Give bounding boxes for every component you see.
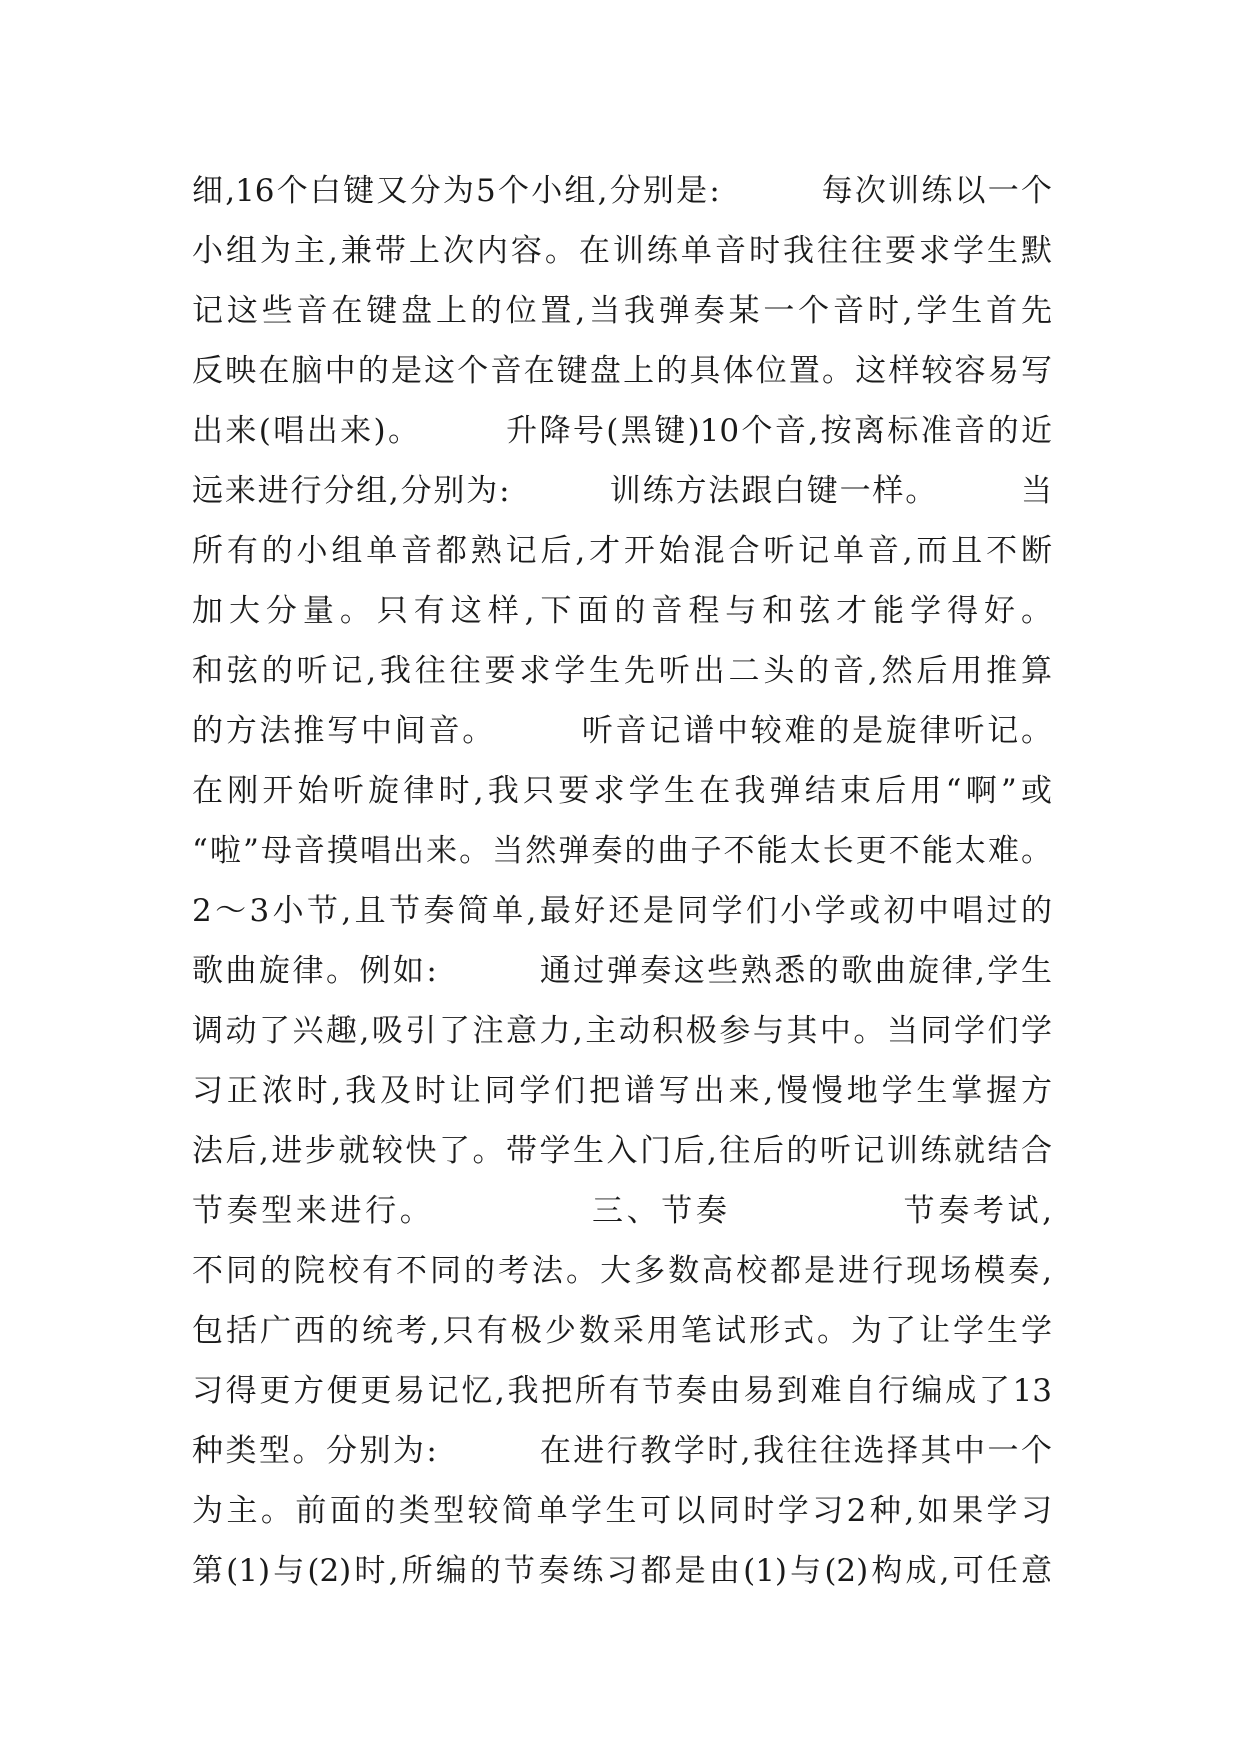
- text-line-11: 在刚开始听旋律时,我只要求学生在我弹结束后用“啊”或: [192, 773, 1052, 809]
- text-line-9: 和弦的听记,我往往要求学生先听出二头的音,然后用推算: [192, 653, 1052, 689]
- text-line-4: 反映在脑中的是这个音在键盘上的具体位置。这样较容易写: [192, 353, 1052, 389]
- text-line-16: 习正浓时,我及时让同学们把谱写出来,慢慢地学生掌握方: [192, 1073, 1052, 1109]
- text-line-17: 法后,进步就较快了。带学生入门后,往后的听记训练就结合: [192, 1133, 1052, 1169]
- body-text: [192, 161, 1052, 1601]
- text-line-20: 包括广西的统考,只有极少数采用笔试形式。为了让学生学: [192, 1313, 1052, 1349]
- text-line-18: 节奏型来进行。 三、节奏 节奏考试,: [192, 1193, 1052, 1229]
- text-line-22: 种类型。分别为: 在进行教学时,我往往选择其中一个: [192, 1433, 1052, 1469]
- text-line-12: “啦”母音摸唱出来。当然弹奏的曲子不能太长更不能太难。: [192, 833, 1052, 869]
- text-line-2: 小组为主,兼带上次内容。在训练单音时我往往要求学生默: [192, 233, 1052, 269]
- text-line-19: 不同的院校有不同的考法。大多数高校都是进行现场模奏,: [192, 1253, 1052, 1289]
- text-line-23: 为主。前面的类型较简单学生可以同时学习2种,如果学习: [192, 1493, 1052, 1529]
- text-line-8: 加大分量。只有这样,下面的音程与和弦才能学得好。: [192, 593, 1052, 629]
- text-line-10: 的方法推写中间音。 听音记谱中较难的是旋律听记。: [192, 713, 1052, 749]
- text-line-5: 出来(唱出来)。 升降号(黑键)10个音,按离标准音的近: [192, 413, 1052, 449]
- text-line-6: 远来进行分组,分别为: 训练方法跟白键一样。 当: [192, 473, 1052, 509]
- text-line-15: 调动了兴趣,吸引了注意力,主动积极参与其中。当同学们学: [192, 1013, 1052, 1049]
- text-line-21: 习得更方便更易记忆,我把所有节奏由易到难自行编成了13: [192, 1373, 1052, 1409]
- text-line-7: 所有的小组单音都熟记后,才开始混合听记单音,而且不断: [192, 533, 1052, 569]
- text-line-13: 2～3小节,且节奏简单,最好还是同学们小学或初中唱过的: [192, 893, 1052, 929]
- text-line-1: 细,16个白键又分为5个小组,分别是: 每次训练以一个: [192, 173, 1052, 209]
- text-line-24: 第(1)与(2)时,所编的节奏练习都是由(1)与(2)构成,可任意: [192, 1553, 1052, 1589]
- text-line-14: 歌曲旋律。例如: 通过弹奏这些熟悉的歌曲旋律,学生: [192, 953, 1052, 989]
- text-line-3: 记这些音在键盘上的位置,当我弹奏某一个音时,学生首先: [192, 293, 1052, 329]
